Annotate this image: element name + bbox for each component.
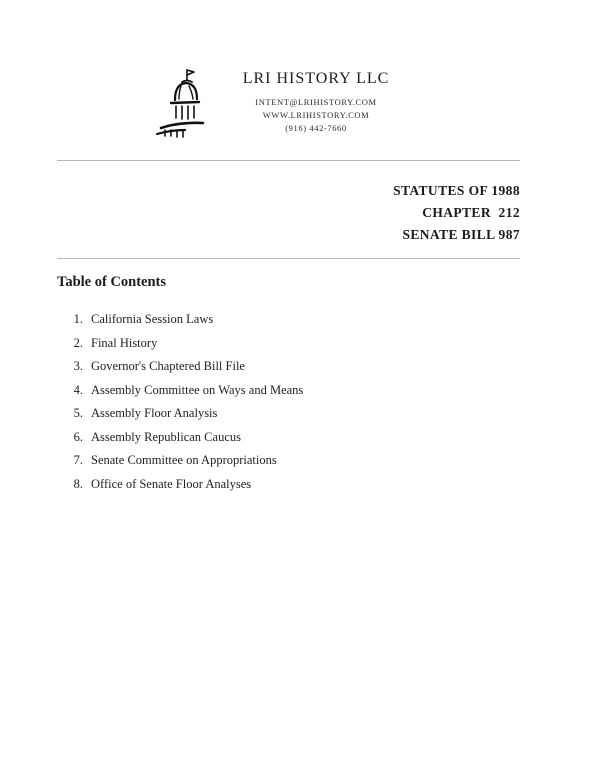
company-website: WWW.LRIHISTORY.COM <box>262 110 370 120</box>
senate-bill-line: SENATE BILL 987 <box>402 227 520 242</box>
toc-list <box>57 308 477 496</box>
divider-top <box>57 160 520 161</box>
toc-item-number: 3. <box>73 359 83 373</box>
toc-item <box>57 426 477 450</box>
toc-item-number: 5. <box>73 406 83 420</box>
toc-item <box>57 332 477 356</box>
toc-item-label: Final History <box>91 335 158 350</box>
toc-item-number: 1. <box>73 312 83 326</box>
toc-item-label: Assembly Floor Analysis <box>91 406 218 420</box>
divider-bottom <box>57 258 520 259</box>
company-email: INTENT@LRIHISTORY.COM <box>255 97 377 107</box>
company-name: LRI HISTORY LLC <box>242 70 390 87</box>
toc-item-label: California Session Laws <box>91 312 214 326</box>
toc-item <box>57 308 477 332</box>
toc-item <box>57 355 477 379</box>
toc-item <box>57 402 477 426</box>
toc-item-label: Senate Committee on Appropriations <box>91 453 277 467</box>
statutes-line: STATUTES OF 1988 <box>393 183 520 198</box>
toc-item <box>57 449 477 473</box>
letterhead <box>0 62 600 140</box>
company-phone: (916) 442-7660 <box>285 123 347 133</box>
toc-item-number: 8. <box>73 476 83 491</box>
letterhead-text <box>243 62 390 135</box>
toc-item <box>57 379 477 403</box>
toc-item-number: 4. <box>73 382 83 397</box>
toc-item-number: 6. <box>73 429 83 444</box>
statute-reference <box>393 180 520 246</box>
toc-item <box>57 473 477 497</box>
toc-item-number: 7. <box>73 453 83 467</box>
capitol-logo-icon <box>151 66 215 140</box>
toc-item-label: Governor's Chaptered Bill File <box>91 359 245 373</box>
toc-title: Table of Contents <box>57 274 167 290</box>
toc-item-label: Office of Senate Floor Analyses <box>91 476 252 491</box>
toc-item-label: Assembly Republican Caucus <box>91 429 241 444</box>
toc-item-number: 2. <box>73 335 83 350</box>
toc-item-label: Assembly Committee on Ways and Means <box>91 382 304 397</box>
chapter-line: CHAPTER 212 <box>422 205 520 220</box>
